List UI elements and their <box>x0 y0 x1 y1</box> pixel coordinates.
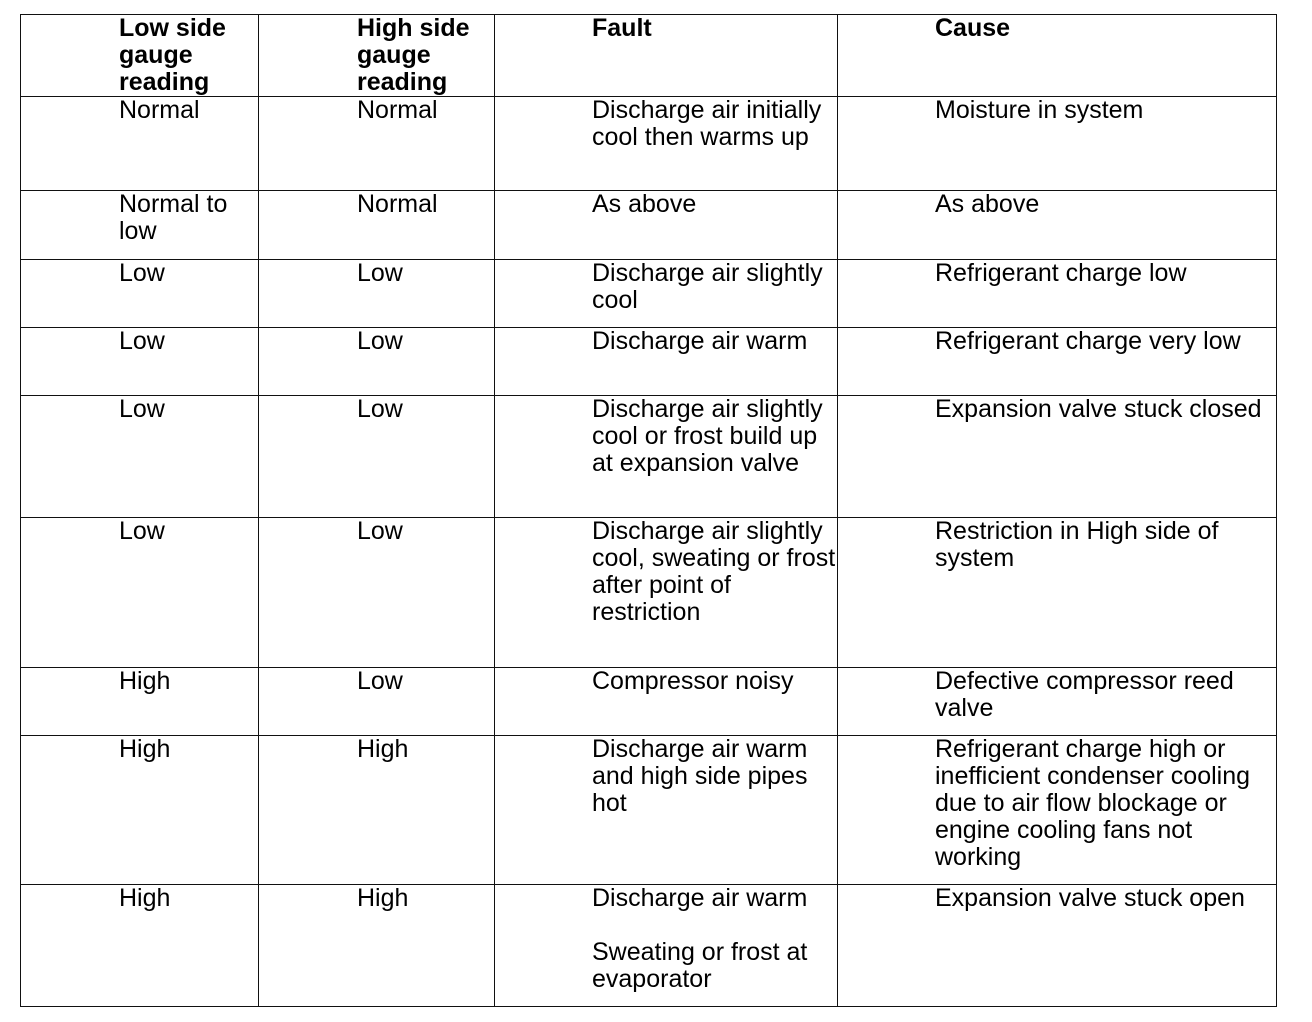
cause-cell: Expansion valve stuck closed <box>838 396 1277 518</box>
high-side-cell: High <box>259 885 495 1007</box>
header-high-side <box>259 15 495 97</box>
fault-cell: Compressor noisy <box>495 668 838 736</box>
table-row <box>21 885 1277 1007</box>
table-row <box>21 97 1277 191</box>
header-fault <box>495 15 838 97</box>
cause-cell: As above <box>838 191 1277 260</box>
low-side-cell: Low <box>21 518 259 668</box>
cause-cell: Defective compressor reed valve <box>838 668 1277 736</box>
fault-text: Discharge air warm <box>592 884 808 912</box>
cause-cell: Refrigerant charge low <box>838 260 1277 328</box>
fault-cell: As above <box>495 191 838 260</box>
paragraph-gap <box>592 912 837 939</box>
high-side-cell: Low <box>259 518 495 668</box>
high-side-cell: Low <box>259 260 495 328</box>
table-row <box>21 668 1277 736</box>
low-side-cell: High <box>21 885 259 1007</box>
fault-cell: Discharge air slightly cool or frost build up at expansion valve <box>495 396 838 518</box>
header-low-side-label: Low side gauge reading <box>119 14 226 96</box>
fault-cell: Discharge air slightly cool <box>495 260 838 328</box>
table-row <box>21 518 1277 668</box>
fault-cell: Discharge air warm and high side pipes hot <box>495 736 838 885</box>
ac-diagnosis-table <box>20 14 1277 1007</box>
table-row <box>21 260 1277 328</box>
fault-cell: Discharge air warm <box>495 328 838 396</box>
cause-cell: Moisture in system <box>838 97 1277 191</box>
low-side-cell: Low <box>21 396 259 518</box>
high-side-cell: Normal <box>259 191 495 260</box>
high-side-cell: Low <box>259 328 495 396</box>
table-row <box>21 328 1277 396</box>
low-side-cell: Normal to low <box>21 191 259 260</box>
header-fault-label: Fault <box>592 14 652 42</box>
table-row <box>21 191 1277 260</box>
header-low-side <box>21 15 259 97</box>
table-header-row <box>21 15 1277 97</box>
high-side-cell: Low <box>259 668 495 736</box>
header-cause-label: Cause <box>935 14 1011 42</box>
low-side-cell: Low <box>21 260 259 328</box>
low-side-cell: High <box>21 668 259 736</box>
fault-cell <box>495 885 838 1007</box>
high-side-cell: Low <box>259 396 495 518</box>
fault-cell: Discharge air initially cool then warms up <box>495 97 838 191</box>
header-cause <box>838 15 1277 97</box>
low-side-cell: Low <box>21 328 259 396</box>
fault-cell: Discharge air slightly cool, sweating or frost after point of restriction <box>495 518 838 668</box>
header-high-side-label: High side gauge reading <box>357 14 470 96</box>
cause-cell: Restriction in High side of system <box>838 518 1277 668</box>
cause-cell: Refrigerant charge high or inefficient condenser cooling due to air flow blockage or engine cooling fans not working <box>838 736 1277 885</box>
cause-cell: Refrigerant charge very low <box>838 328 1277 396</box>
table-row <box>21 396 1277 518</box>
high-side-cell: High <box>259 736 495 885</box>
low-side-cell: High <box>21 736 259 885</box>
cause-cell: Expansion valve stuck open <box>838 885 1277 1007</box>
high-side-cell: Normal <box>259 97 495 191</box>
fault-extra-text: Sweating or frost at evaporator <box>592 938 808 993</box>
low-side-cell: Normal <box>21 97 259 191</box>
table-row <box>21 736 1277 885</box>
